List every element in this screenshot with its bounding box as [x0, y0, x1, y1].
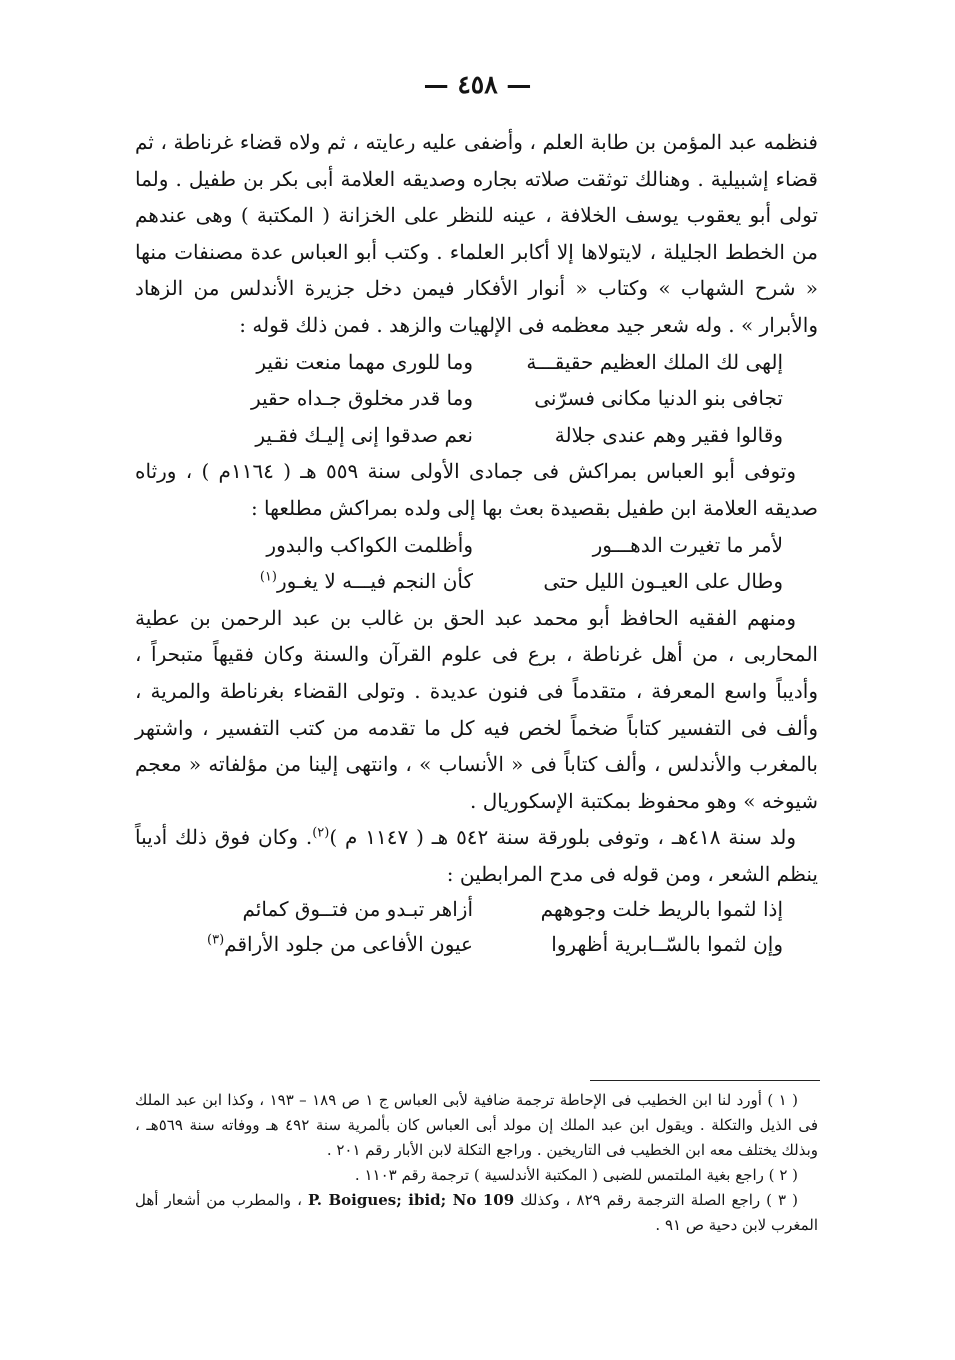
poem-1 [135, 344, 818, 454]
verse-second-hemistich: وما قدر مخلوق جـداه حقير [250, 386, 473, 411]
verse-first-hemistich: وطال على العيـون الليل حتى [543, 569, 783, 594]
footnote-ref-1: (١) [259, 569, 277, 585]
footnote-3 [135, 1188, 818, 1238]
footnote-ref-2: (٢) [312, 825, 330, 841]
hemistich-text: كأن النجم فيـــه لا يغـور [276, 569, 473, 594]
verse-first-hemistich: إلهى لك الملك العظيم حقيقـــة [526, 349, 783, 374]
verse-second-hemistich: نعم صدقوا إنى إليـك فقـير [255, 422, 473, 447]
verse-second-hemistich [135, 927, 473, 962]
footnote-ref-3: (٣) [207, 932, 225, 948]
verse [135, 892, 818, 927]
page-number: — ٤٥٨ — [423, 70, 532, 99]
verse [135, 417, 818, 454]
footnote-divider [590, 1080, 820, 1081]
verse-second-hemistich: وما للورى مهما منعت نقير [256, 349, 473, 374]
verse-first-hemistich: تجافى بنو الدنيا مكانى فسرّنى [534, 386, 783, 411]
verse-second-hemistich: أزاهر تبـدو من فتــوق كمائم [242, 897, 473, 922]
footnote-3-tail: ، والمطرب من أشعار أهل المغرب لابن دحية ص ٩١ . [135, 1191, 818, 1234]
footnotes [135, 1088, 818, 1238]
verse-second-hemistich: وأظلمت الكواكب والبدور [266, 532, 473, 557]
poem-2 [135, 527, 818, 600]
footnote-3-text: ( ٣ ) راجع الصلة الترجمة رقم ٨٢٩ ، وكذلك [520, 1191, 798, 1209]
verse-first-hemistich: إذا لثموا بالريط خلت وجوههم [540, 897, 783, 922]
paragraph-4-tail: . وكان فوق ذلك أديباً ينظم الشعر ، ومن قوله فى مدح المرابطين : [135, 825, 818, 886]
verse [135, 927, 818, 962]
verse-first-hemistich: لأمر ما تغيرت الدهـــور [592, 532, 783, 557]
verse [135, 344, 818, 381]
footnote-2: ( ٢ ) راجع بغية الملتمس للضبى ( المكتبة الأندلسية ) ترجمة رقم ١١٠٣ . [354, 1166, 798, 1184]
footnote-3-latin-citation: P. Boigues; ibid; No 109 [308, 1191, 515, 1209]
paragraph-4-text: ولد سنة ٤١٨هـ ، وتوفى بلورقة سنة ٥٤٢ هـ ( ١١٤٧ م ) [329, 825, 796, 850]
paragraph-4 [135, 819, 818, 892]
verse-second-hemistich [135, 563, 473, 600]
paragraph-3: ومنهم الفقيه الحافظ أبو محمد عبد الحق بن غالب بن عبد الرحمن بن عطية المحاربى ، من أهل غرناطة ، برع فى علوم القرآن والسنة وكان فقيهاً متبحراً ، وأديباً واسع المعرفة ، متقدماً فى فنون عديدة . وتولى القضاء بغرناطة والمرية ، وألف فى التفسير كتاباً ضخماً لخص فيه كل ما تقدمه من كتب التفسير ، واشتهر بالمغرب والأندلس ، وألف كتاباً فى « الأنساب » ، وانتهى إلينا من مؤلفاته « معجم شيوخه » وهو محفوظ بمكتبة الإسكوريال . [135, 605, 818, 813]
verse [135, 527, 818, 564]
verse [135, 563, 818, 600]
hemistich-text: عيون الأفاعى من جلود الأراقم [224, 932, 473, 957]
main-text [135, 124, 818, 962]
verse [135, 380, 818, 417]
verse-first-hemistich: وقالوا فقير وهم عندى جلالة [554, 422, 783, 447]
verse-first-hemistich: وإن لثموا بالسّــابرية أظهروا [551, 932, 783, 957]
paragraph-1: فنظمه عبد المؤمن بن طابة العلم ، وأضفى عليه رعايته ، ثم ولاه قضاء غرناطة ، ثم قضاء إشبيلية . وهنالك توثقت صلاته بجاره وصديقه العلامة أبى بكر بن طفيل . ولما تولى أبو يعقوب يوسف الخلافة ، عينه للنظر على الخزانة ( المكتبة ) وهى عندهم من الخطط الجليلة ، لايتولاها إلا أكابر العلماء . وكتب أبو العباس عدة مصنفات منها « شرح الشهاب » وكتاب « أنوار الأفكار فيمن دخل جزيرة الأندلس من الزهاد والأبرار » . وله شعر جيد معظمه فى الإلهيات والزهد . فمن ذلك قوله : [135, 130, 818, 337]
footnote-1: ( ١ ) أورد لنا ابن الخطيب فى الإحاطة ترجمة ضافية لأبى العباس ج ١ ص ١٨٩ – ١٩٣ ، وكذا ابن عبد الملك فى الذيل والتكلة . ويقول ابن عبد الملك إن مولد أبى العباس كان بألمرية سنة ٤٩٢ هـ ووفاته سنة ٥٦٩هـ ، وبذلك يختلف معه ابن الخطيب فى التاريخين . وراجع التكلة لابن الأبار رقم ٢٠١ . [135, 1091, 818, 1159]
poem-3 [135, 892, 818, 962]
paragraph-2: وتوفى أبو العباس بمراكش فى جمادى الأولى سنة ٥٥٩ هـ ( ١١٦٤م ) ، ورثاه صديقه العلامة ابن طفيل بقصيدة بعث بها إلى ولده بمراكش مطلعها : [135, 459, 818, 520]
